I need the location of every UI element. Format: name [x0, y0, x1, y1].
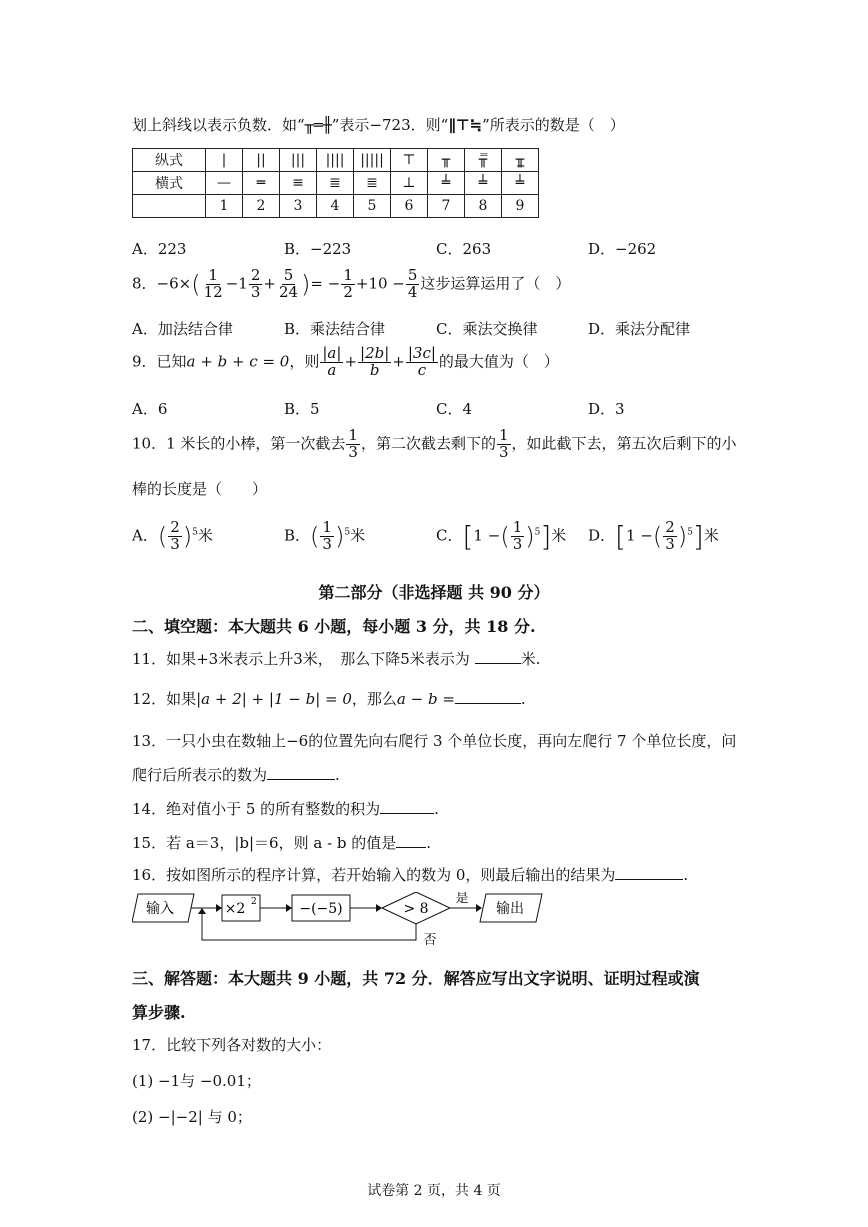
number-cell: 5: [354, 195, 391, 218]
paren-open: (: [652, 522, 663, 551]
rod-cell: ≡: [280, 172, 317, 195]
table-row: [133, 195, 539, 218]
fraction: [168, 520, 182, 553]
denominator: 3: [348, 442, 358, 461]
q14-end: .: [434, 800, 439, 818]
q8-op: +10 −: [355, 274, 405, 293]
yes-label: 是: [455, 892, 469, 906]
question-10: [132, 428, 737, 461]
denominator: 3: [322, 534, 332, 553]
multiply-label: ×2: [224, 901, 246, 917]
q8-eq: = −: [310, 274, 341, 293]
fraction: [341, 268, 355, 301]
answer-blank: [455, 689, 521, 704]
exponent: 5: [534, 527, 541, 538]
option-a: [132, 520, 213, 553]
q17-part2: (2) −|−2| 与 0；: [132, 1108, 252, 1126]
fraction: [320, 346, 343, 379]
q9-pre: 9．已知: [132, 352, 187, 371]
numerator: 1: [343, 266, 353, 284]
q11-text: 11．如果+3米表示上升3米， 那么下降5米表示为: [132, 650, 475, 668]
denominator: a: [327, 360, 337, 379]
rod-cell: ╧: [465, 172, 502, 195]
option-a: A．223: [132, 240, 187, 258]
fraction: [320, 520, 334, 553]
numerator: 1: [208, 266, 218, 284]
number-cell: 9: [502, 195, 539, 218]
q10-text2: ，第二次截去剩下的: [360, 434, 496, 453]
option-b: B．−223: [284, 240, 352, 258]
paren-open: (: [157, 522, 168, 551]
option-b: B．乘法结合律: [284, 320, 386, 338]
one-minus: 1 −: [473, 526, 501, 545]
paren-close: ): [677, 522, 688, 551]
q14-text: 14．绝对值小于 5 的所有整数的积为: [132, 800, 381, 818]
q7-intro: [132, 114, 625, 135]
rod-cell: ⊤: [391, 149, 428, 172]
q11-unit: 米.: [520, 650, 541, 668]
one-minus: 1 −: [625, 526, 653, 545]
q7-intro-text3: ．则“: [410, 116, 449, 134]
bracket-close: ]: [692, 520, 704, 553]
numerator: 2: [665, 518, 675, 537]
row-label: 横式: [133, 172, 206, 195]
q7-intro-text2: ”表示: [331, 116, 370, 134]
rod-cell: |||||: [354, 149, 391, 172]
answer-blank: [615, 865, 683, 880]
row-label: 纵式: [133, 149, 206, 172]
numerator: |3c|: [407, 344, 436, 362]
q10-options: [132, 514, 752, 560]
number-cell: 1: [206, 195, 243, 218]
option-a: A．6: [132, 400, 168, 418]
arrowhead: [216, 904, 222, 912]
question-11: [132, 648, 540, 669]
unit: 米: [703, 526, 719, 545]
rod-cell: ≣: [354, 172, 391, 195]
option-label: A．: [132, 526, 158, 545]
unit: 米: [350, 526, 366, 545]
arrowhead: [476, 904, 482, 912]
number-cell: 2: [243, 195, 280, 218]
q7-intro-text4: ”所表示的数是（ ）: [482, 116, 625, 134]
denominator: 3: [170, 534, 180, 553]
denominator: 3: [250, 282, 261, 301]
q10-line2: 棒的长度是（ ）: [132, 480, 268, 498]
question-8: [132, 268, 570, 301]
q15-end: .: [426, 834, 432, 852]
q13-line1: 13．一只小虫在数轴上−6的位置先向右爬行 3 个单位长度，再向左爬行 7 个单位长度，问: [132, 732, 737, 750]
number-cell: 6: [391, 195, 428, 218]
question-15: [132, 832, 431, 853]
option-d: D．乘法分配律: [588, 320, 691, 338]
q16-end: .: [683, 866, 689, 884]
rod-cell: ═: [243, 172, 280, 195]
program-flowchart: [132, 892, 552, 952]
rod-cell: |||: [280, 149, 317, 172]
q8-op: −1: [225, 274, 248, 293]
paren-close: ): [334, 522, 345, 551]
answer-blank: [267, 765, 335, 780]
rod-cell: ╧: [502, 172, 539, 195]
bracket-open: [: [462, 520, 474, 553]
answer-blank: [380, 799, 434, 814]
question-12: [132, 688, 526, 709]
q17-title: 17．比较下列各对数的大小：: [132, 1036, 332, 1054]
fraction: [358, 346, 391, 379]
q12-expr2: a − b =: [396, 690, 455, 708]
q9-mid: ，则: [289, 352, 320, 371]
section2-title: 二、填空题：本大题共 6 小题，每小题 3 分，共 18 分.: [132, 617, 536, 636]
option-d: D．−262: [588, 240, 657, 258]
rod-cell: ╥̳: [502, 149, 539, 172]
q10-text1: 10．1 米长的小棒，第一次截去: [132, 434, 346, 453]
rod-cell: ╥̿: [465, 149, 502, 172]
denominator: 3: [498, 442, 509, 461]
option-label: D．: [588, 526, 616, 545]
number-cell: 8: [465, 195, 502, 218]
q8-lhs: −6×: [156, 274, 192, 293]
number-cell: 3: [280, 195, 317, 218]
rod-cell: ||: [243, 149, 280, 172]
fraction: [663, 520, 677, 553]
unit: 米: [197, 526, 213, 545]
question-16: [132, 864, 688, 885]
rod-cell: ╧: [428, 172, 465, 195]
page-footer: 试卷第 2 页，共 4 页: [367, 1183, 501, 1199]
paren-close: ): [182, 522, 193, 551]
fraction: [406, 346, 438, 379]
arrowhead: [286, 904, 292, 912]
denominator: c: [417, 360, 427, 379]
q12-end: .: [520, 690, 526, 708]
option-label: C．: [436, 526, 463, 545]
numerator: 1: [512, 518, 523, 537]
fraction: [277, 268, 300, 301]
denominator: 24: [278, 282, 299, 301]
denominator: 3: [665, 535, 675, 553]
exponent: 5: [687, 527, 693, 538]
option-c: C．乘法交换律: [436, 320, 538, 338]
q15-text: a＝3，|b|＝6，则 a - b 的值是: [185, 834, 397, 852]
table-row: [133, 149, 539, 172]
denominator: 2: [343, 282, 353, 301]
numerator: 2: [250, 266, 261, 284]
rod-example-2: ∥⊤≒: [448, 116, 483, 134]
q9-tail: 的最大值为（ ）: [438, 352, 559, 371]
option-c: C．263: [436, 240, 492, 258]
option-d: D．3: [588, 400, 625, 418]
fraction: [406, 268, 420, 301]
section3-title-line2: 算步骤.: [132, 1003, 186, 1022]
numerator: 2: [170, 518, 180, 536]
exponent: 5: [344, 527, 351, 538]
q13-line2: 爬行后所表示的数为: [132, 766, 268, 784]
rod-cell: ╥: [428, 149, 465, 172]
fraction: [346, 428, 360, 461]
q10-text3: ，如此截下去，第五次后剩下的小: [511, 434, 737, 453]
input-label: 输入: [146, 901, 174, 917]
q9-condition: a + b + c = 0: [186, 352, 290, 371]
option-label: B．: [284, 526, 311, 545]
rod-numeral-table: [132, 148, 539, 218]
numerator: 1: [322, 518, 332, 536]
option-a: A．加法结合律: [132, 320, 233, 338]
denominator: 4: [407, 282, 418, 301]
numerator: |2b|: [360, 344, 390, 362]
paren-open: (: [310, 522, 320, 551]
question-14: [132, 798, 439, 819]
option-b: B．5: [284, 400, 320, 418]
denominator: 3: [512, 535, 523, 553]
option-c: [436, 520, 566, 553]
subtract-label: −(−5): [299, 901, 343, 917]
question-9: 9．已知a + b + c = 0，则 $\frac{|a|}{a}$ + $\frac{|2b|}{b}$ + $\frac{|3c|}{c}$ 的最大值为（ ）: [132, 344, 559, 379]
rod-cell: ≣: [317, 172, 354, 195]
paren-open: (: [191, 270, 201, 299]
q13-end: .: [335, 766, 340, 784]
numerator: 5: [283, 266, 294, 284]
q15-pre: 15．若: [132, 834, 186, 852]
rod-example-1: ╥═╫: [304, 116, 332, 134]
multiply-exponent: 2: [251, 897, 257, 907]
answer-blank: [396, 833, 426, 848]
q8-number: 8．: [132, 274, 157, 293]
numerator: 1: [348, 426, 358, 444]
answer-blank: [475, 649, 521, 664]
arrowhead: [198, 908, 206, 914]
option-d: [588, 520, 719, 553]
q8-tail: 这步运算运用了（ ）: [420, 274, 571, 293]
option-c: C．4: [436, 400, 473, 418]
number-cell: 4: [317, 195, 354, 218]
q8-op: +: [263, 274, 276, 293]
number-cell: 7: [428, 195, 465, 218]
rod-cell: |: [206, 149, 243, 172]
table-row: [133, 172, 539, 195]
q16-text: 16．按如图所示的程序计算，若开始输入的数为 0，则最后输出的结果为: [132, 866, 616, 884]
bracket-close: ]: [540, 520, 552, 553]
bracket-open: [: [615, 520, 626, 553]
q7-example-value: −723: [369, 116, 411, 134]
question-13: [132, 764, 340, 785]
numerator: 1: [498, 426, 509, 444]
output-label: 输出: [496, 901, 524, 917]
part2-title: 第二部分（非选择题 共 90 分）: [318, 583, 550, 602]
unit: 米: [551, 526, 567, 545]
q17-part1: (1) −1与 −0.01；: [132, 1072, 261, 1090]
row-label: [133, 195, 206, 218]
decision-label: > 8: [403, 901, 429, 917]
fraction: [497, 428, 511, 461]
q12-text: 12．如果: [132, 690, 197, 708]
section3-title-line1: 三、解答题：本大题共 9 小题，共 72 分．解答应写出文字说明、证明过程或演: [132, 969, 700, 988]
denominator: b: [369, 360, 380, 379]
paren-close: ): [525, 522, 535, 551]
exponent: 5: [192, 527, 198, 538]
rod-cell: —: [206, 172, 243, 195]
numerator: |a|: [322, 344, 342, 362]
fraction: [249, 268, 263, 301]
denominator: 12: [203, 282, 223, 301]
numerator: 5: [407, 266, 418, 284]
rod-cell: ⊥: [391, 172, 428, 195]
paren-close: ): [301, 270, 311, 299]
fraction: [511, 520, 525, 553]
rod-cell: ||||: [317, 149, 354, 172]
fraction: [202, 268, 225, 301]
option-b: [284, 520, 365, 553]
paren-open: (: [500, 522, 510, 551]
q12-mid: ，那么: [351, 690, 397, 708]
no-label: 否: [423, 933, 437, 948]
q12-expr: |a + 2| + |1 − b| = 0: [196, 690, 352, 708]
q7-intro-text1: 划上斜线以表示负数．如“: [132, 116, 305, 134]
